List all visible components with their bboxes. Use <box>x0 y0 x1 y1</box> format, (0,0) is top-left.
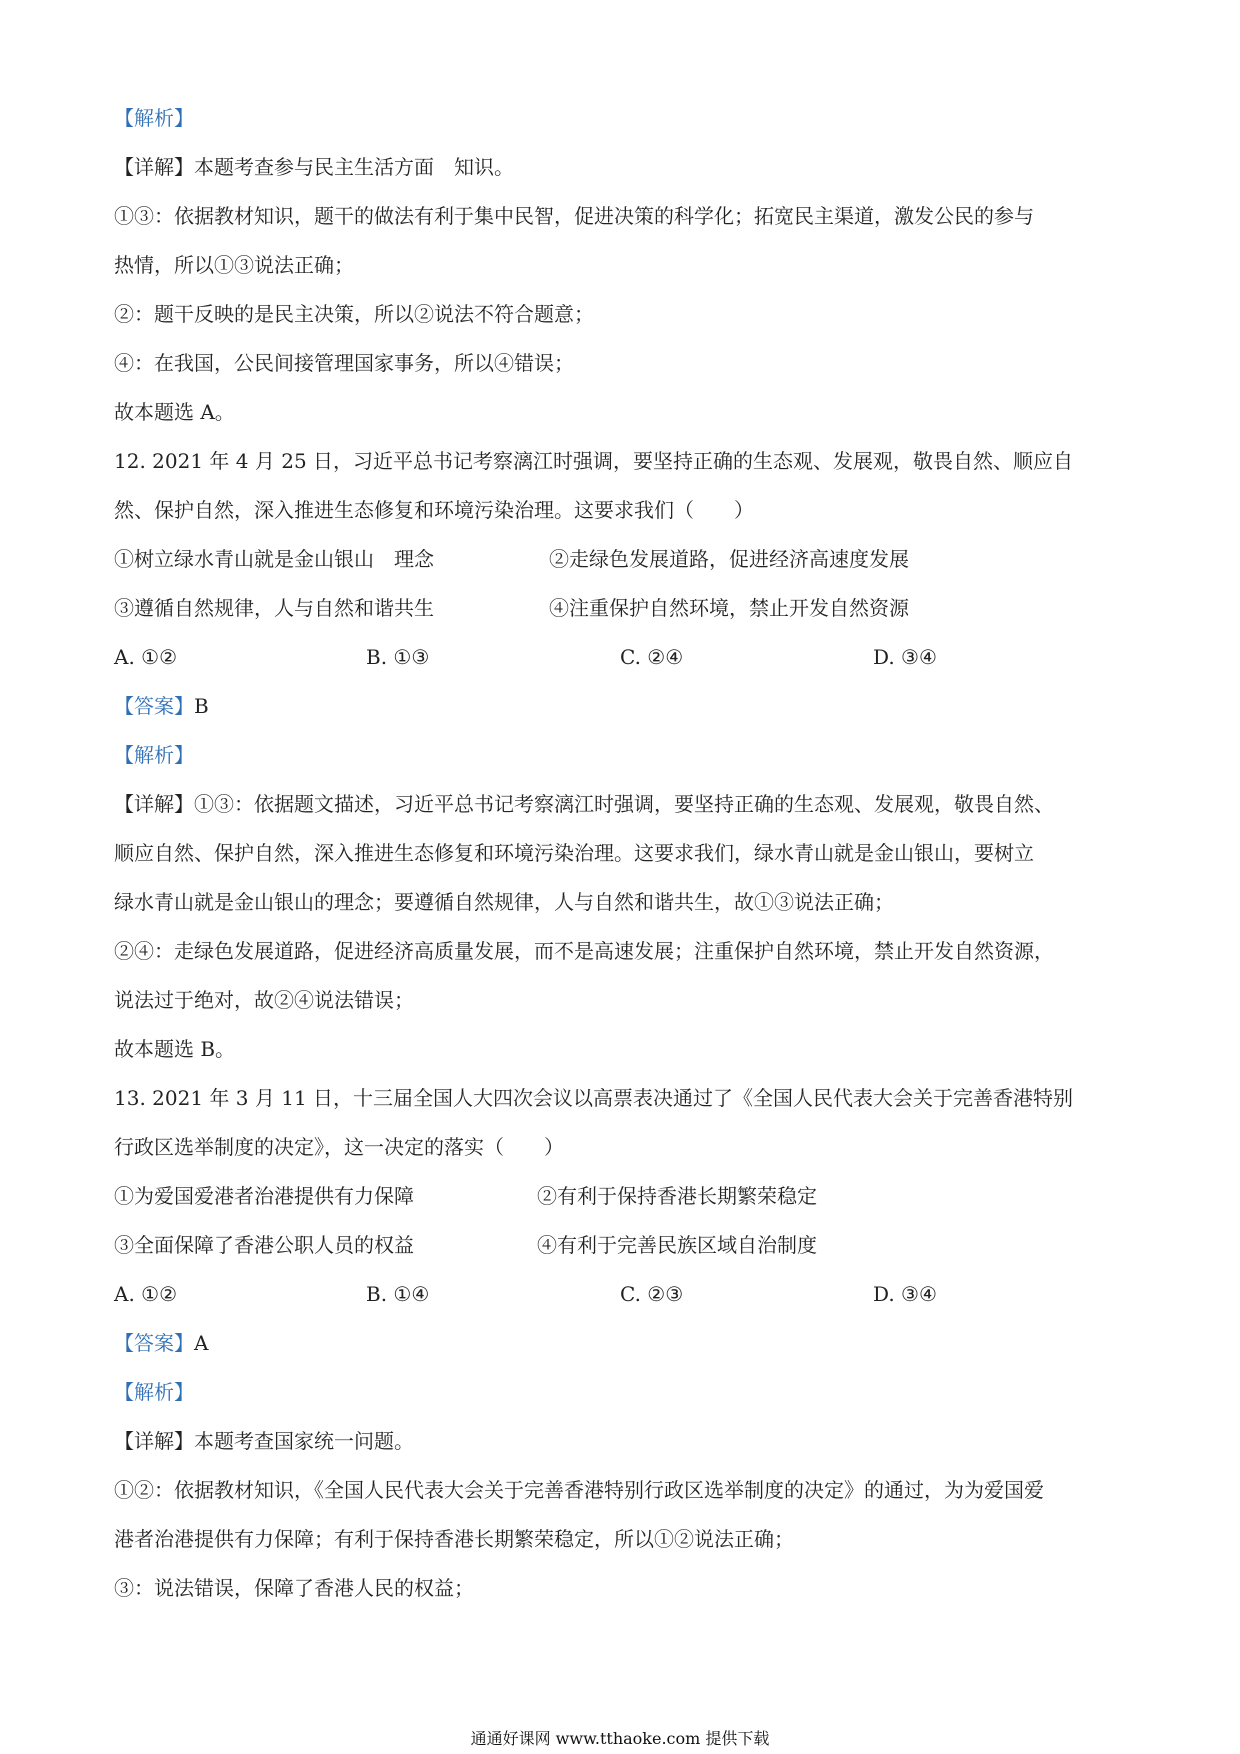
q13-answer-value: A <box>194 1331 209 1355</box>
q12-option-b: B. ①③ <box>366 645 430 669</box>
q13-detail <box>114 1427 414 1455</box>
q11-line-4: ④：在我国，公民间接管理国家事务，所以④错误； <box>114 351 574 375</box>
q12-answer-value: B <box>194 694 209 718</box>
q13-stem-line-2: 行政区选举制度的决定》，这一决定的落实（ ） <box>114 1135 564 1159</box>
q13-statement-2: ②有利于保持香港长期繁荣稳定 <box>537 1184 817 1208</box>
q11-line-2: 热情，所以①③说法正确； <box>114 253 354 277</box>
q12-detail-line-2: 顺应自然、保护自然，深入推进生态修复和环境污染治理。这要求我们，绿水青山就是金山银山，要树立 <box>114 841 1034 865</box>
q12-answer <box>114 692 209 720</box>
q12-stem-line-2: 然、保护自然，深入推进生态修复和环境污染治理。这要求我们（ ） <box>114 498 754 522</box>
q11-detail-label: 【详解】 <box>114 155 194 179</box>
q13-detail-line-2: 港者治港提供有力保障；有利于保持香港长期繁荣稳定，所以①②说法正确； <box>114 1527 794 1551</box>
q12-answer-label: 【答案】 <box>114 694 194 718</box>
q12-conclusion: 故本题选 B。 <box>114 1037 236 1061</box>
q13-statement-4: ④有利于完善民族区域自治制度 <box>537 1233 817 1257</box>
q12-detail-line-1 <box>114 790 1054 818</box>
q12-statement-1: ①树立绿水青山就是金山银山 理念 <box>114 547 434 571</box>
q13-option-a: A. ①② <box>114 1282 178 1306</box>
q13-answer <box>114 1329 208 1357</box>
q11-detail <box>114 153 514 181</box>
q12-option-a: A. ①② <box>114 645 178 669</box>
page-footer: 通通好课网 www.tthaoke.com 提供下载 <box>470 1729 770 1748</box>
q12-detail-line-5: 说法过于绝对，故②④说法错误； <box>114 988 414 1012</box>
q13-detail-line-1: ①②：依据教材知识，《全国人民代表大会关于完善香港特别行政区选举制度的决定》的通过，为为爱国爱 <box>114 1478 1044 1502</box>
q12-detail-line-3: 绿水青山就是金山银山的理念；要遵循自然规律，人与自然和谐共生，故①③说法正确； <box>114 890 894 914</box>
q13-option-d: D. ③④ <box>873 1282 937 1306</box>
q11-analysis-label: 【解析】 <box>114 106 194 130</box>
q13-statement-3: ③全面保障了香港公职人员的权益 <box>114 1233 414 1257</box>
q11-line-1: ①③：依据教材知识，题干的做法有利于集中民智，促进决策的科学化；拓宽民主渠道，激发公民的参与 <box>114 204 1034 228</box>
q13-option-c: C. ②③ <box>620 1282 684 1306</box>
q12-detail-label: 【详解】 <box>114 792 194 816</box>
q12-detail-line-4: ②④：走绿色发展道路，促进经济高质量发展，而不是高速发展；注重保护自然环境，禁止开发自然资源， <box>114 939 1054 963</box>
q12-analysis-label: 【解析】 <box>114 743 194 767</box>
q12-statement-4: ④注重保护自然环境，禁止开发自然资源 <box>549 596 909 620</box>
q11-conclusion: 故本题选 A。 <box>114 400 235 424</box>
q12-statement-3: ③遵循自然规律，人与自然和谐共生 <box>114 596 434 620</box>
q13-stem-line-1: 13. 2021 年 3 月 11 日，十三届全国人大四次会议以高票表决通过了《全国人民代表大会关于完善香港特别 <box>114 1086 1074 1110</box>
q13-detail-label: 【详解】 <box>114 1429 194 1453</box>
q12-option-c: C. ②④ <box>620 645 684 669</box>
q13-detail-text: 本题考查国家统一问题。 <box>194 1429 414 1453</box>
q13-statement-1: ①为爱国爱港者治港提供有力保障 <box>114 1184 414 1208</box>
q12-stem-line-1: 12. 2021 年 4 月 25 日，习近平总书记考察漓江时强调，要坚持正确的生态观、发展观，敬畏自然、顺应自 <box>114 449 1074 473</box>
q13-answer-label: 【答案】 <box>114 1331 194 1355</box>
q13-analysis-label: 【解析】 <box>114 1380 194 1404</box>
q11-line-3: ②：题干反映的是民主决策，所以②说法不符合题意； <box>114 302 594 326</box>
q12-detail-text-1: ①③：依据题文描述，习近平总书记考察漓江时强调，要坚持正确的生态观、发展观，敬畏自然、 <box>194 792 1054 816</box>
q11-detail-text: 本题考查参与民主生活方面 知识。 <box>194 155 514 179</box>
q12-option-d: D. ③④ <box>873 645 937 669</box>
q13-option-b: B. ①④ <box>366 1282 430 1306</box>
q12-statement-2: ②走绿色发展道路，促进经济高速度发展 <box>549 547 909 571</box>
q13-detail-line-3: ③：说法错误，保障了香港人民的权益； <box>114 1576 474 1600</box>
